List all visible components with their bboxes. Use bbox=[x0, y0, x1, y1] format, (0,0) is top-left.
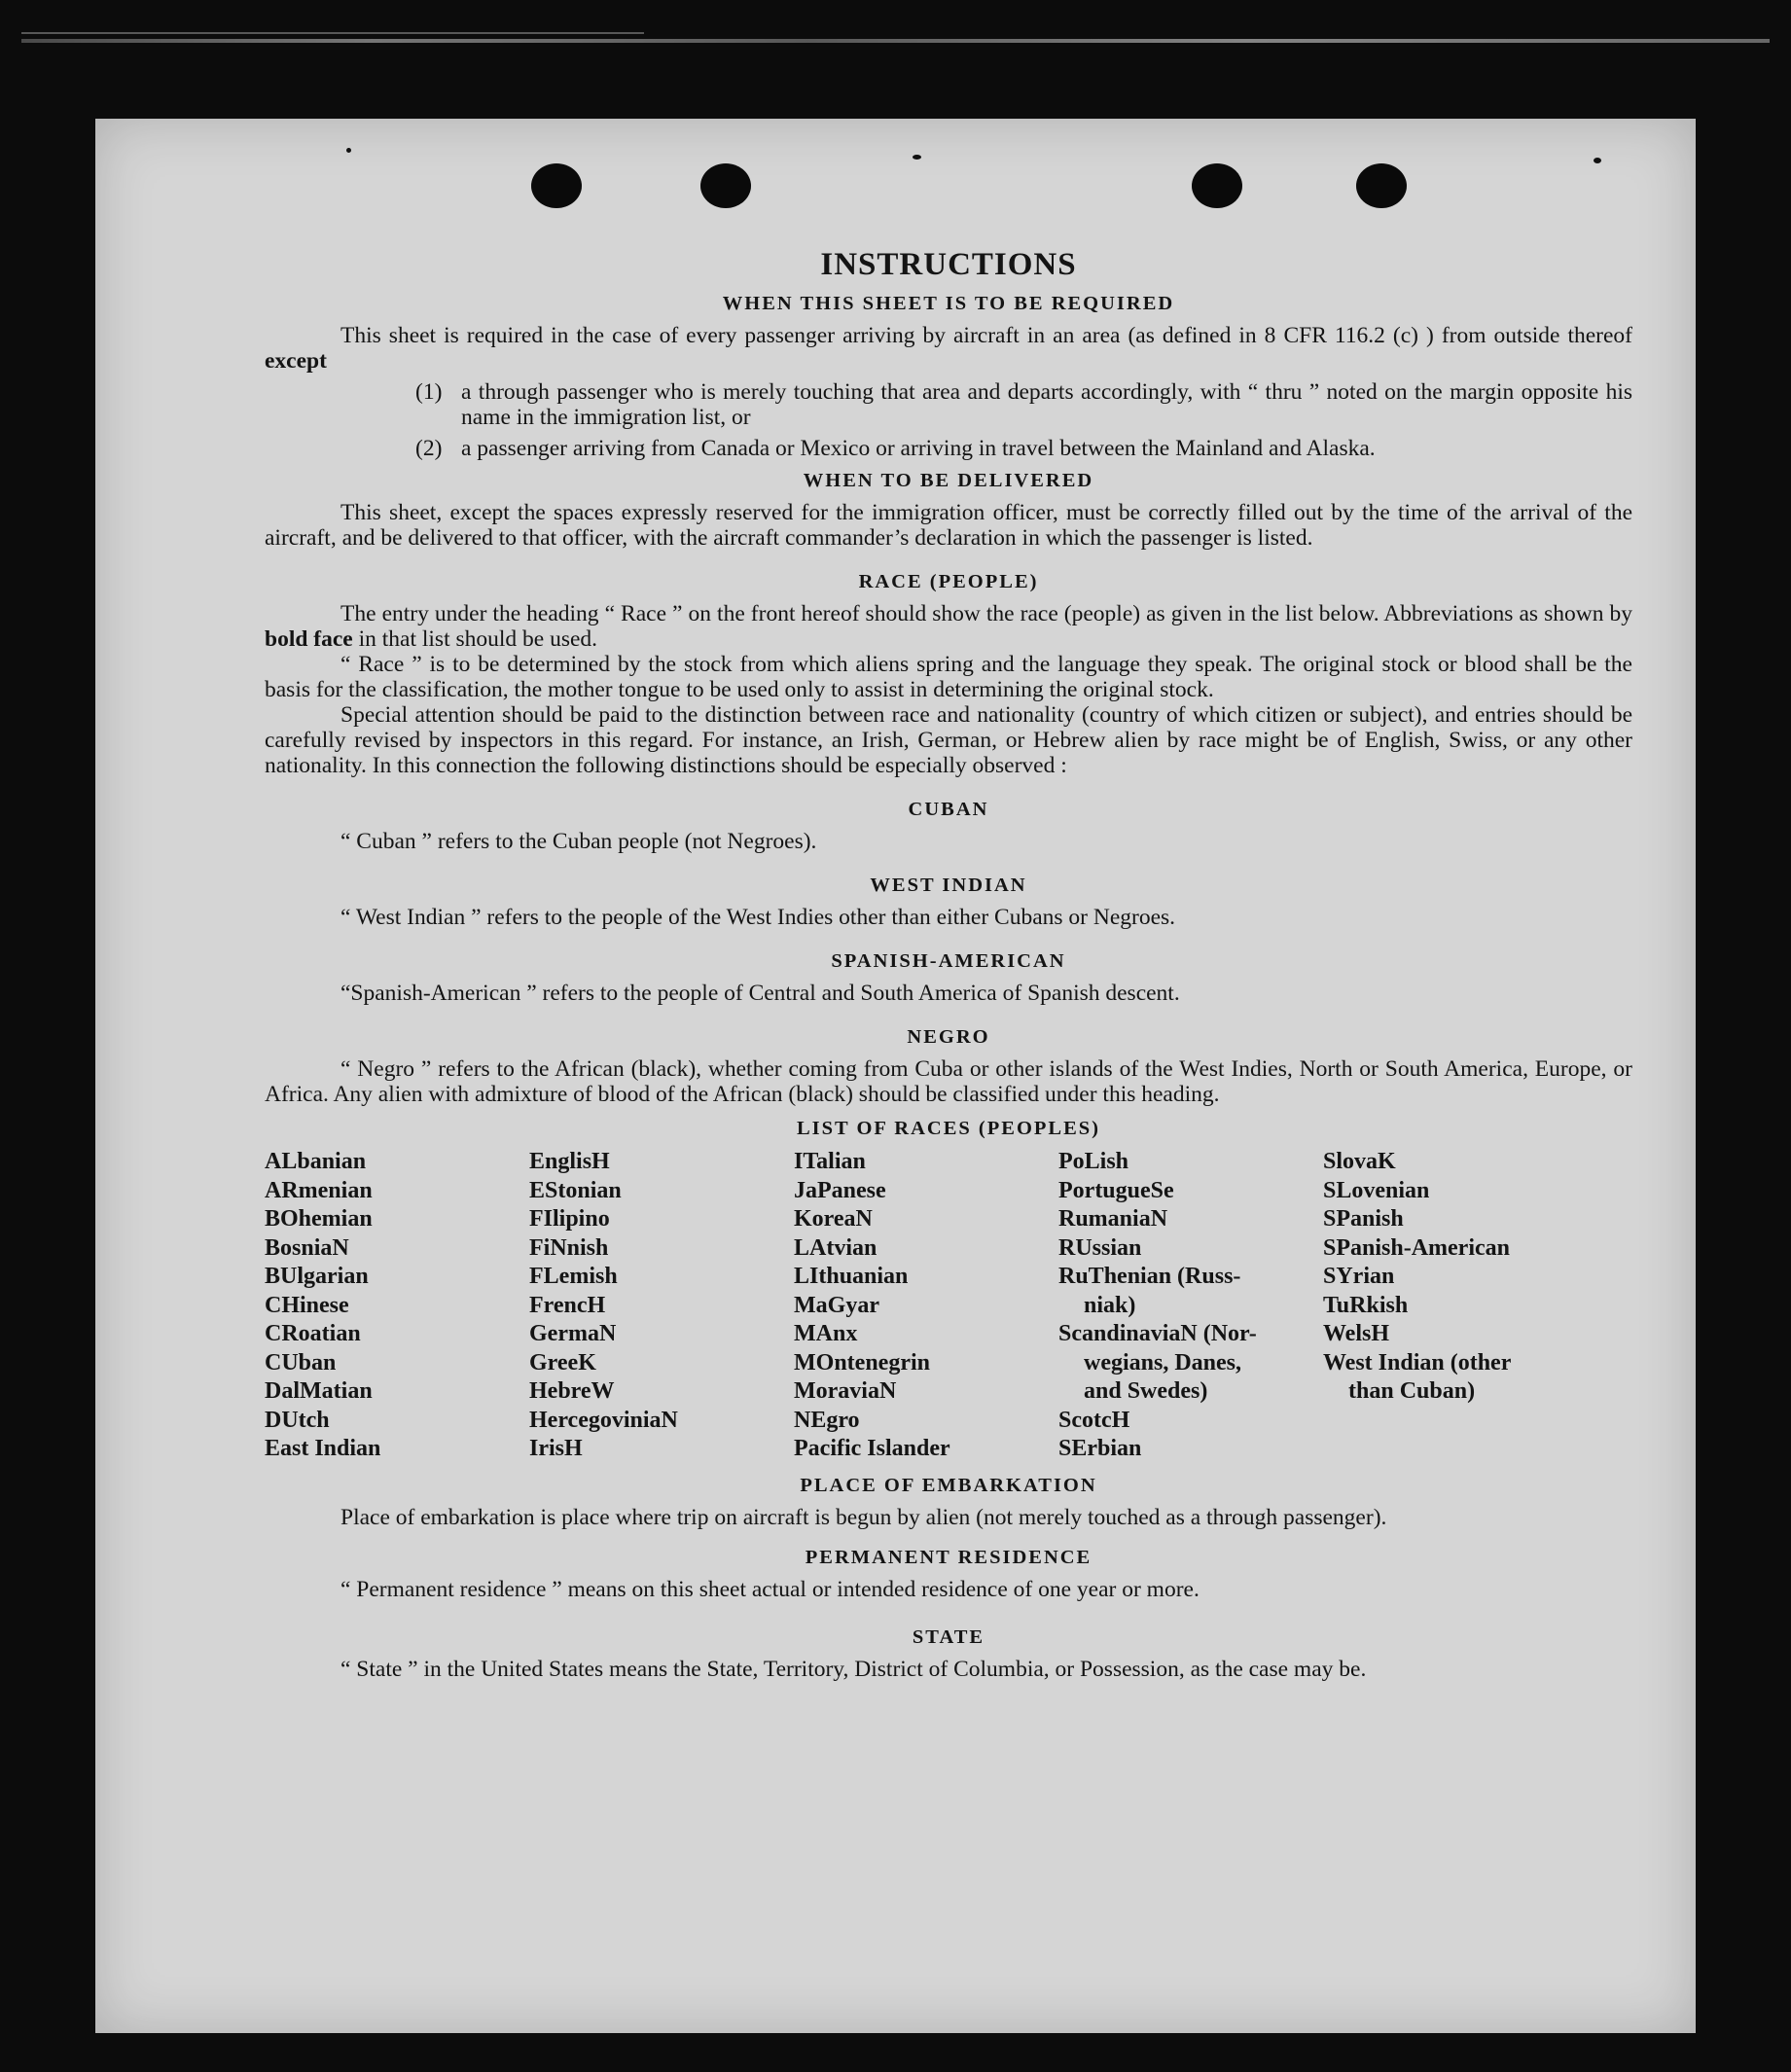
race-entry: JaPanese bbox=[794, 1177, 886, 1203]
races-column-1 bbox=[265, 1148, 529, 1464]
race-entry: MoraviaN bbox=[794, 1378, 897, 1404]
section-heading-negro: NEGRO bbox=[907, 1026, 990, 1048]
punch-hole bbox=[700, 163, 751, 208]
race-entry: ScandinaviaN (Nor- bbox=[1058, 1321, 1257, 1346]
race-entry: HebreW bbox=[529, 1378, 615, 1404]
west-indian-text: “ West Indian ” refers to the people of the West Indies other than either Cubans or Negroes. bbox=[340, 905, 1176, 930]
race-entry-continued: than Cuban) bbox=[1348, 1378, 1476, 1404]
race-entry: BosniaN bbox=[265, 1234, 349, 1261]
race-entry: ARmenian bbox=[265, 1177, 373, 1203]
embarkation-text: Place of embarkation is place where trip on aircraft is begun by alien (not merely touched as a through passenger). bbox=[340, 1504, 1387, 1530]
section-heading-race: RACE (PEOPLE) bbox=[858, 571, 1039, 592]
section-heading-delivered: WHEN TO BE DELIVERED bbox=[803, 470, 1094, 491]
race-entry: DalMatian bbox=[265, 1378, 373, 1404]
race-entry: BUlgarian bbox=[265, 1264, 369, 1289]
section-heading-cuban: CUBAN bbox=[908, 799, 989, 820]
race-entry: ALbanian bbox=[265, 1149, 367, 1174]
speck bbox=[913, 155, 921, 160]
section-heading-races-list: LIST OF RACES (PEOPLES) bbox=[797, 1118, 1100, 1139]
race-paragraph-3: Special attention should be paid to the distinction between race and nationality (country of which citizen or subject), and entries should be carefully revised by inspectors in this regard. For instance, an Irish, German, or Hebrew alien by race might be of English, Swiss, or any other nationality. In this connection the following distinctions should be especially observed : bbox=[265, 702, 1632, 778]
race-entry: MAnx bbox=[794, 1321, 858, 1346]
race-entry: ScotcH bbox=[1058, 1407, 1130, 1433]
state-text: “ State ” in the United States means the State, Territory, District of Columbia, or Possession, as the case may be. bbox=[340, 1656, 1367, 1682]
punch-hole bbox=[531, 163, 582, 208]
race-entry: West Indian (other bbox=[1323, 1349, 1512, 1375]
races-list bbox=[265, 1148, 1632, 1464]
section-heading-residence: PERMANENT RESIDENCE bbox=[805, 1546, 1093, 1568]
race-entry: CUban bbox=[265, 1349, 337, 1375]
race-entry: Pacific Islander bbox=[794, 1436, 950, 1461]
spanish-american-text: “Spanish-American ” refers to the people of Central and South America of Spanish descent. bbox=[340, 981, 1180, 1006]
race-paragraph-2: “ Race ” is to be determined by the stock from which aliens spring and the language they speak. The original stock or blood shall be the basis for the classification, the mother tongue to be used only to assist in determining the original stock. bbox=[265, 652, 1632, 702]
required-item-1: (1) a through passenger who is merely touching that area and departs accordingly, with “ thru ” noted on the margin opposite his name in the immigration list, or bbox=[415, 379, 1632, 430]
required-intro: This sheet is required in the case of every passenger arriving by aircraft in an area (as defined in 8 CFR 116.2 (c) ) from outside thereof except bbox=[265, 323, 1632, 374]
race-entry: EStonian bbox=[529, 1177, 622, 1203]
scan-edge-line bbox=[21, 32, 644, 34]
race-paragraph-1: The entry under the heading “ Race ” on the front hereof should show the race (people) as given in the list below. Abbreviations as shown by bold face in that list should be used. bbox=[265, 601, 1632, 652]
speck bbox=[346, 148, 351, 153]
scan-edge-line bbox=[21, 39, 1770, 43]
races-column-3 bbox=[794, 1148, 1058, 1464]
race-entry: RUssian bbox=[1058, 1234, 1142, 1261]
section-heading-west-indian: WEST INDIAN bbox=[870, 875, 1027, 896]
race-entry-continued: and Swedes) bbox=[1084, 1378, 1208, 1404]
race-entry: LIthuanian bbox=[794, 1264, 909, 1289]
document-sheet bbox=[95, 119, 1696, 2033]
race-entry: FiNnish bbox=[529, 1234, 609, 1261]
race-entry: SlovaK bbox=[1323, 1149, 1396, 1174]
race-entry: ITalian bbox=[794, 1149, 866, 1174]
instructions-content bbox=[265, 245, 1632, 1682]
races-column-4 bbox=[1058, 1148, 1323, 1464]
race-entry: CRoatian bbox=[265, 1321, 361, 1346]
race-entry: SLovenian bbox=[1323, 1177, 1430, 1203]
race-entry: MaGyar bbox=[794, 1292, 879, 1318]
race-entry: FrencH bbox=[529, 1292, 606, 1318]
race-entry: FLemish bbox=[529, 1264, 618, 1289]
race-entry: SErbian bbox=[1058, 1436, 1142, 1461]
race-entry: LAtvian bbox=[794, 1234, 878, 1261]
race-entry: GermaN bbox=[529, 1321, 617, 1346]
cuban-text: “ Cuban ” refers to the Cuban people (not Negroes). bbox=[340, 829, 817, 854]
race-entry-continued: wegians, Danes, bbox=[1084, 1349, 1242, 1375]
race-entry: TuRkish bbox=[1323, 1292, 1409, 1318]
race-entry: DUtch bbox=[265, 1407, 330, 1433]
section-heading-spanish-american: SPANISH-AMERICAN bbox=[831, 950, 1066, 972]
punch-hole bbox=[1192, 163, 1242, 208]
section-heading-required: WHEN THIS SHEET IS TO BE REQUIRED bbox=[722, 293, 1175, 314]
page-title: INSTRUCTIONS bbox=[820, 247, 1077, 282]
race-entry: WelsH bbox=[1323, 1321, 1390, 1346]
delivered-text: This sheet, except the spaces expressly reserved for the immigration officer, must be correctly filled out by the time of the arrival of the aircraft, and be delivered to that officer, with the aircraft commander’s declaration in which the passenger is listed. bbox=[265, 500, 1632, 551]
section-heading-state: STATE bbox=[912, 1625, 985, 1648]
race-entry: BOhemian bbox=[265, 1206, 373, 1232]
race-entry: SYrian bbox=[1323, 1264, 1395, 1289]
race-entry-continued: niak) bbox=[1084, 1292, 1136, 1318]
race-entry: KoreaN bbox=[794, 1206, 873, 1232]
required-item-2: (2) a passenger arriving from Canada or Mexico or arriving in travel between the Mainland and Alaska. bbox=[415, 436, 1376, 461]
race-entry: MOntenegrin bbox=[794, 1349, 930, 1375]
race-entry: NEgro bbox=[794, 1407, 860, 1433]
races-column-2 bbox=[529, 1148, 794, 1464]
race-entry: SPanish bbox=[1323, 1206, 1404, 1232]
race-entry: RumaniaN bbox=[1058, 1206, 1168, 1232]
race-entry: FIlipino bbox=[529, 1206, 610, 1232]
race-entry: CHinese bbox=[265, 1292, 349, 1318]
race-entry: EnglisH bbox=[529, 1149, 610, 1174]
negro-text: “ Negro ” refers to the African (black), whether coming from Cuba or other islands of the West Indies, North or South America, Europe, or Africa. Any alien with admixture of blood of the African (black) should be classified under this heading. bbox=[265, 1056, 1632, 1107]
section-heading-embarkation: PLACE OF EMBARKATION bbox=[800, 1474, 1097, 1496]
race-entry: SPanish-American bbox=[1323, 1234, 1510, 1261]
speck bbox=[1594, 158, 1601, 163]
races-column-5 bbox=[1323, 1148, 1547, 1464]
race-entry: PoLish bbox=[1058, 1149, 1129, 1174]
race-entry: PortugueSe bbox=[1058, 1177, 1174, 1203]
race-entry: IrisH bbox=[529, 1436, 583, 1461]
residence-text: “ Permanent residence ” means on this sheet actual or intended residence of one year or more. bbox=[340, 1576, 1200, 1602]
punch-hole bbox=[1356, 163, 1407, 208]
race-entry: East Indian bbox=[265, 1436, 381, 1461]
race-entry: GreeK bbox=[529, 1349, 596, 1375]
race-entry: HercegoviniaN bbox=[529, 1407, 678, 1433]
race-entry: RuThenian (Russ- bbox=[1058, 1264, 1241, 1289]
